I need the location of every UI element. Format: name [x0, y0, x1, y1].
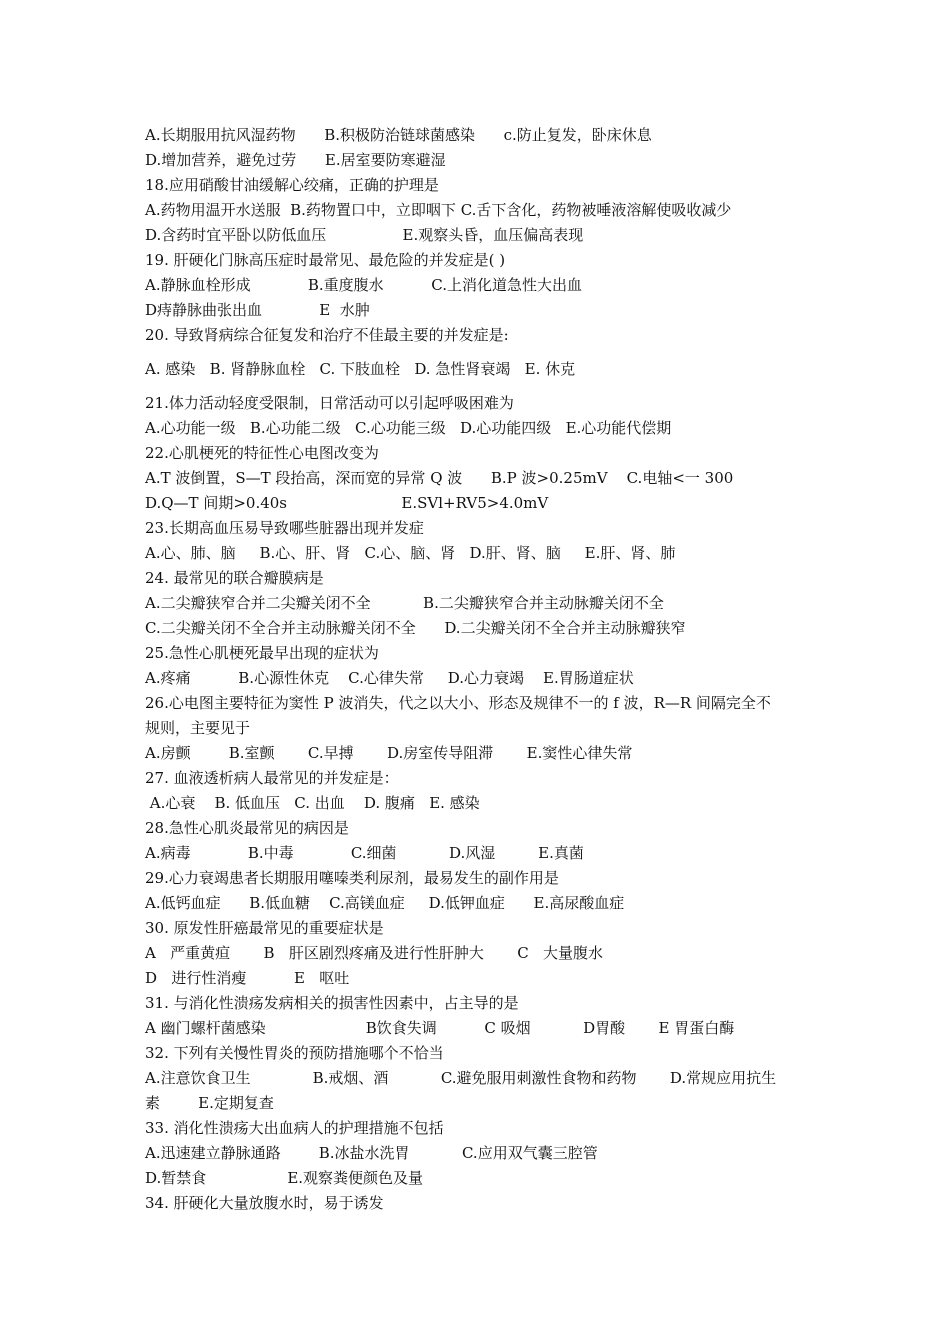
text-line: A.迅速建立静脉通路 B.冰盐水洗胃 C.应用双气囊三腔管 [145, 1144, 598, 1162]
text-line: A.心功能一级 B.心功能二级 C.心功能三级 D.心功能四级 E.心功能代偿期 [145, 419, 672, 437]
text-line: D.Q—T 间期>0.40s E.SVl+RV5>4.0mV [145, 494, 549, 512]
text-line: D 进行性消瘦 E 呕吐 [145, 969, 350, 987]
text-line: A.病毒 B.中毒 C.细菌 D.风湿 E.真菌 [145, 844, 584, 862]
text-line: A.长期服用抗风湿药物 B.积极防治链球菌感染 c.防止复发，卧床休息 [145, 126, 652, 144]
text-line: A.心衰 B. 低血压 C. 出血 D. 腹痛 E. 感染 [145, 794, 480, 812]
question-line: 28.急性心肌炎最常见的病因是 [145, 819, 349, 837]
text-line: C.二尖瓣关闭不全合并主动脉瓣关闭不全 D.二尖瓣关闭不全合并主动脉瓣狭窄 [145, 619, 686, 637]
text-line: D.增加营养，避免过劳 E.居室要防寒避湿 [145, 151, 446, 169]
question-line: 30. 原发性肝癌最常见的重要症状是 [145, 919, 384, 937]
question-line: 33. 消化性溃疡大出血病人的护理措施不包括 [145, 1119, 444, 1137]
text-line: A.低钙血症 B.低血糖 C.高镁血症 D.低钾血症 E.高尿酸血症 [145, 894, 625, 912]
text-line: A.静脉血栓形成 B.重度腹水 C.上消化道急性大出血 [145, 276, 583, 294]
text-line: D痔静脉曲张出血 E 水肿 [145, 301, 370, 319]
question-line: 18.应用硝酸甘油缓解心绞痛，正确的护理是 [145, 176, 439, 194]
question-line: 27. 血液透析病人最常见的并发症是： [145, 769, 399, 787]
question-line: 23.长期高血压易导致哪些脏器出现并发症 [145, 519, 424, 537]
question-line: 29.心力衰竭患者长期服用噻嗪类利尿剂，最易发生的副作用是 [145, 869, 559, 887]
text-line: A.疼痛 B.心源性休克 C.心律失常 D.心力衰竭 E.胃肠道症状 [145, 669, 634, 687]
text-line: A.心、肺、脑 B.心、肝、肾 C.心、脑、肾 D.肝、肾、脑 E.肝、肾、肺 [145, 544, 676, 562]
text-line: A.房颤 B.室颤 C.早搏 D.房室传导阻滞 E.窦性心律失常 [145, 744, 633, 762]
text-line: A.二尖瓣狭窄合并二尖瓣关闭不全 B.二尖瓣狭窄合并主动脉瓣关闭不全 [145, 594, 664, 612]
text-line: 素 E.定期复查 [145, 1094, 274, 1112]
question-line: 22.心肌梗死的特征性心电图改变为 [145, 444, 379, 462]
question-line: 21.体力活动轻度受限制，日常活动可以引起呼吸困难为 [145, 394, 514, 412]
text-line: A.注意饮食卫生 B.戒烟、酒 C.避免服用刺激性食物和药物 D.常规应用抗生 [145, 1069, 777, 1087]
text-line: D.含药时宜平卧以防低血压 E.观察头昏，血压偏高表现 [145, 226, 584, 244]
question-line: 31. 与消化性溃疡发病相关的损害性因素中，占主导的是 [145, 994, 519, 1012]
text-line: D.暂禁食 E.观察粪便颜色及量 [145, 1169, 424, 1187]
text-line: 规则，主要见于 [145, 719, 251, 737]
question-line: 19. 肝硬化门脉高压症时最常见、最危险的并发症是( ) [145, 251, 506, 269]
text-line: A 严重黄疸 B 肝区剧烈疼痛及进行性肝肿大 C 大量腹水 [145, 944, 604, 962]
question-line: 32. 下列有关慢性胃炎的预防措施哪个不恰当 [145, 1044, 444, 1062]
question-line: 34. 肝硬化大量放腹水时，易于诱发 [145, 1194, 384, 1212]
text-line: A.T 波倒置，S—T 段抬高，深而宽的异常 Q 波 B.P 波>0.25mV C.电轴<一 300 [145, 469, 734, 487]
text-line: A 幽门螺杆菌感染 B饮食失调 C 吸烟 D胃酸 E 胃蛋白酶 [145, 1019, 735, 1037]
question-line: 26.心电图主要特征为窦性 P 波消失，代之以大小、形态及规律不一的 f 波，R—R 间隔完全不 [145, 694, 771, 712]
question-line: 24. 最常见的联合瓣膜病是 [145, 569, 324, 587]
text-line: A.药物用温开水送服 B.药物置口中，立即咽下 C.舌下含化，药物被唾液溶解使吸收减少 [145, 201, 732, 219]
question-line: 25.急性心肌梗死最早出现的症状为 [145, 644, 379, 662]
question-line: 20. 导致肾病综合征复发和治疗不佳最主要的并发症是: [145, 326, 509, 344]
text-line: A. 感染 B. 肾静脉血栓 C. 下肢血栓 D. 急性肾衰竭 E. 休克 [145, 360, 576, 378]
